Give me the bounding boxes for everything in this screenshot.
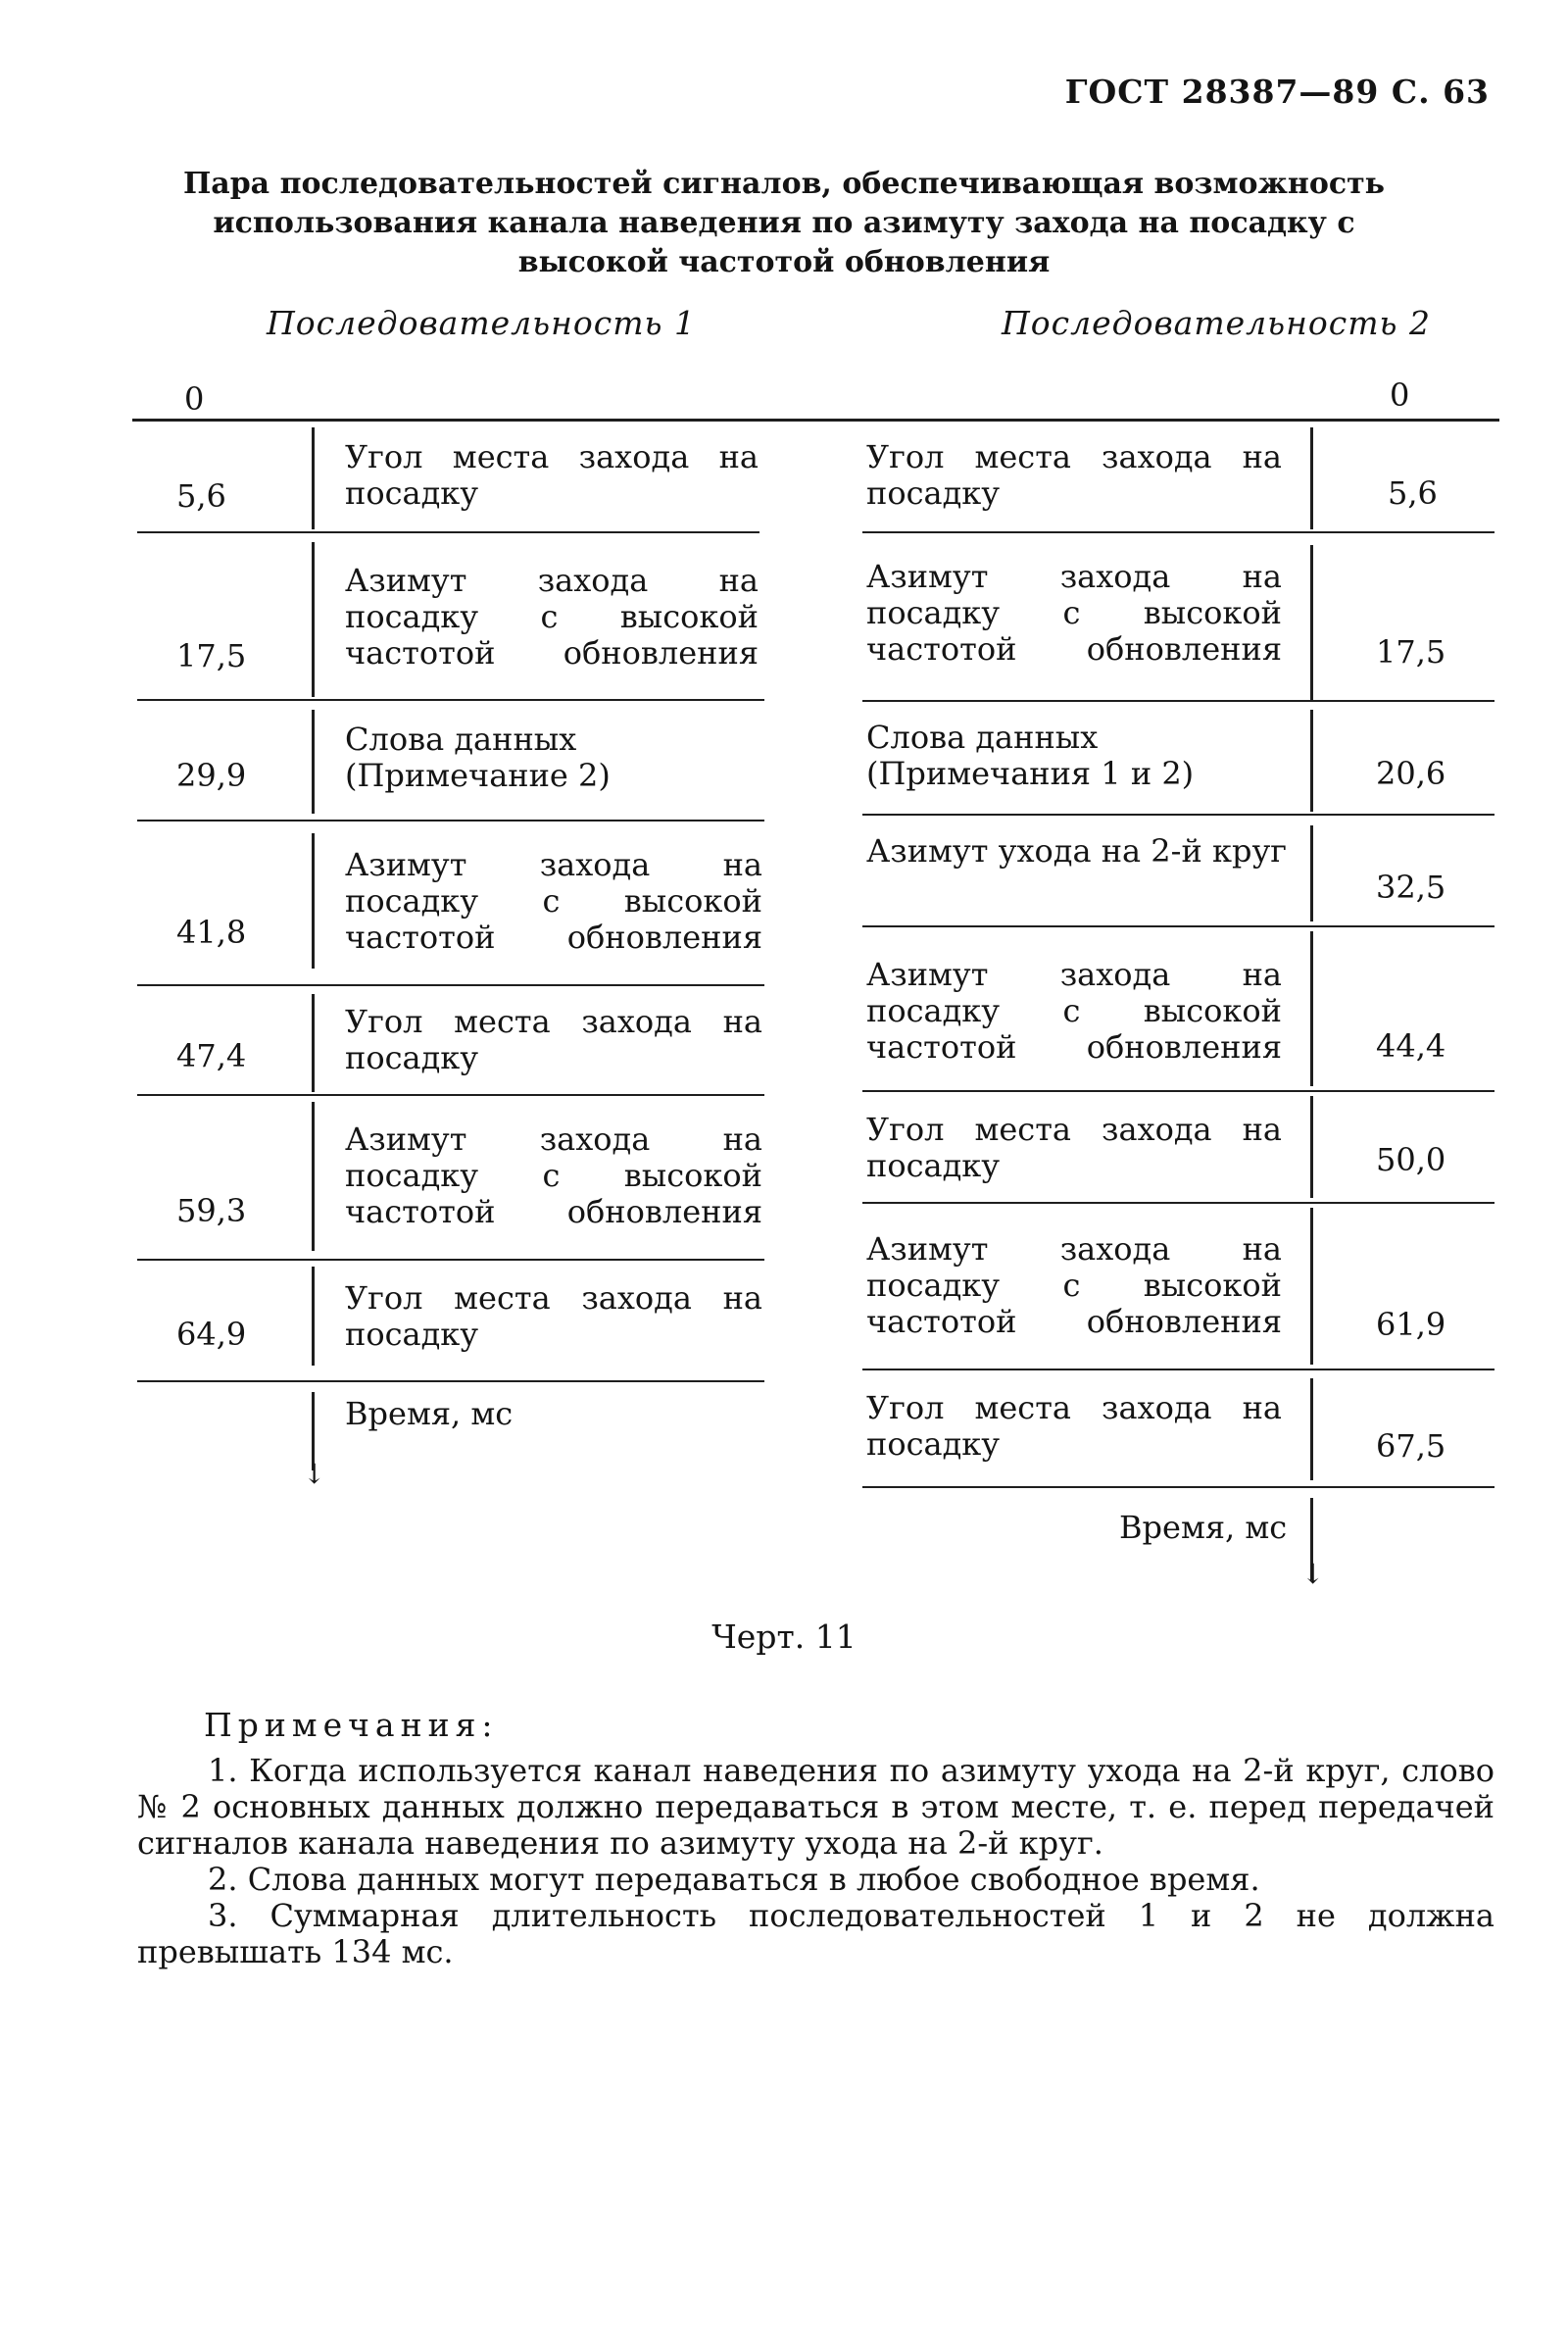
seq1-axis-label: Время, мс <box>345 1395 514 1432</box>
seq1-boundary <box>137 820 764 821</box>
seq2-time-value: 67,5 <box>1376 1427 1446 1465</box>
seq2-signal-label: Угол места захода на посадку <box>866 438 1282 512</box>
seq1-signal-label: Угол места захода на посадку <box>345 438 759 512</box>
seq1-signal-label: Слова данных (Примечание 2) <box>345 721 611 794</box>
seq1-signal-label: Азимут захода на посадку с высокой частотой обновления <box>345 562 759 672</box>
seq1-time-value: 59,3 <box>176 1192 247 1229</box>
seq1-axis-segment <box>312 1102 315 1251</box>
seq1-signal-label: Угол места захода на посадку <box>345 1003 762 1076</box>
seq2-axis-segment <box>1310 1378 1313 1480</box>
seq1-signal-label: Азимут захода на посадку с высокой частотой обновления <box>345 846 762 956</box>
seq1-signal-label: Азимут захода на посадку с высокой частотой обновления <box>345 1120 762 1230</box>
sequence-2-zero: 0 <box>1390 376 1410 414</box>
figure-caption: Черт. 11 <box>711 1618 857 1656</box>
seq1-axis-segment <box>312 1267 315 1366</box>
notes-block <box>137 1753 1494 1970</box>
seq2-boundary <box>862 1369 1494 1370</box>
seq1-time-value: 5,6 <box>176 477 226 515</box>
seq2-signal-label: Угол места захода на посадку <box>866 1111 1282 1184</box>
seq2-boundary <box>862 1486 1494 1488</box>
seq2-signal-label: Азимут захода на посадку с высокой частотой обновления <box>866 956 1282 1066</box>
seq2-signal-label: Азимут ухода на 2-й круг <box>866 832 1288 870</box>
seq2-signal-label: Слова данных (Примечания 1 и 2) <box>866 719 1195 792</box>
sequence-2-label: Последовательность 2 <box>1002 304 1431 342</box>
seq2-time-value: 17,5 <box>1376 633 1446 671</box>
seq1-signal-label: Угол места захода на посадку <box>345 1279 762 1353</box>
sequence-1-label: Последовательность 1 <box>267 304 696 342</box>
seq1-axis-segment <box>312 427 315 529</box>
seq1-time-arrow-icon: ↓ <box>303 1458 326 1490</box>
note-1: 1. Когда используется канал наведения по азимуту ухода на 2-й круг, слово № 2 основных данных должно передаваться в этом месте, т. е. перед передачей сигналов канала наведения по азимуту ухода на 2-й круг. <box>137 1752 1494 1862</box>
seq1-boundary <box>137 699 764 701</box>
seq2-axis-segment <box>1310 1096 1313 1198</box>
seq1-boundary <box>137 984 764 986</box>
seq1-time-value: 64,9 <box>176 1316 247 1353</box>
seq1-boundary <box>137 1380 764 1382</box>
seq1-boundary <box>137 1094 764 1096</box>
seq2-time-value: 44,4 <box>1376 1027 1446 1065</box>
seq2-time-value: 20,6 <box>1376 755 1446 792</box>
seq1-time-value: 47,4 <box>176 1037 247 1074</box>
seq2-signal-label: Угол места захода на посадку <box>866 1389 1282 1463</box>
seq2-time-arrow-icon: ↓ <box>1301 1558 1325 1590</box>
seq2-boundary <box>862 925 1494 927</box>
seq1-axis-segment <box>312 542 315 697</box>
figure-title: Пара последовательностей сигналов, обеспечивающая возможность использования канала наведения по азимуту захода на посадку с высокой частотой обновления <box>182 167 1386 279</box>
seq2-boundary <box>862 1090 1494 1092</box>
seq1-axis-segment <box>312 994 315 1092</box>
seq2-axis-segment <box>1310 931 1313 1086</box>
seq2-time-value: 50,0 <box>1376 1141 1446 1178</box>
seq2-axis-segment <box>1310 1208 1313 1365</box>
seq1-axis-segment <box>312 833 315 969</box>
seq2-time-value: 5,6 <box>1388 474 1438 512</box>
top-axis-line <box>132 419 1499 422</box>
seq2-axis-label: Время, мс <box>1119 1509 1288 1546</box>
note-3: 3. Суммарная длительность последовательностей 1 и 2 не должна превышать 134 мс. <box>137 1897 1494 1970</box>
seq2-axis-segment <box>1310 710 1313 812</box>
seq2-boundary <box>862 700 1494 702</box>
seq2-signal-label: Азимут захода на посадку с высокой частотой обновления <box>866 558 1282 668</box>
seq2-time-value: 32,5 <box>1376 869 1446 906</box>
page-header: ГОСТ 28387—89 С. 63 <box>1064 73 1490 111</box>
seq1-boundary <box>137 531 760 533</box>
seq2-axis-segment <box>1310 545 1313 700</box>
note-2: 2. Слова данных могут передаваться в любое свободное время. <box>208 1861 1260 1898</box>
seq2-axis-segment <box>1310 825 1313 921</box>
seq2-time-value: 61,9 <box>1376 1306 1446 1343</box>
seq1-axis-segment <box>312 710 315 814</box>
seq1-time-value: 29,9 <box>176 757 247 794</box>
sequence-1-zero: 0 <box>184 380 205 418</box>
seq2-signal-label: Азимут захода на посадку с высокой частотой обновления <box>866 1230 1282 1340</box>
seq1-time-value: 17,5 <box>176 637 247 674</box>
notes-title: Примечания: <box>204 1706 499 1744</box>
seq2-boundary <box>862 1202 1494 1204</box>
seq2-boundary <box>862 814 1494 816</box>
seq2-boundary <box>862 531 1494 533</box>
seq1-boundary <box>137 1259 764 1261</box>
seq2-axis-segment <box>1310 427 1313 529</box>
seq1-time-value: 41,8 <box>176 914 247 951</box>
